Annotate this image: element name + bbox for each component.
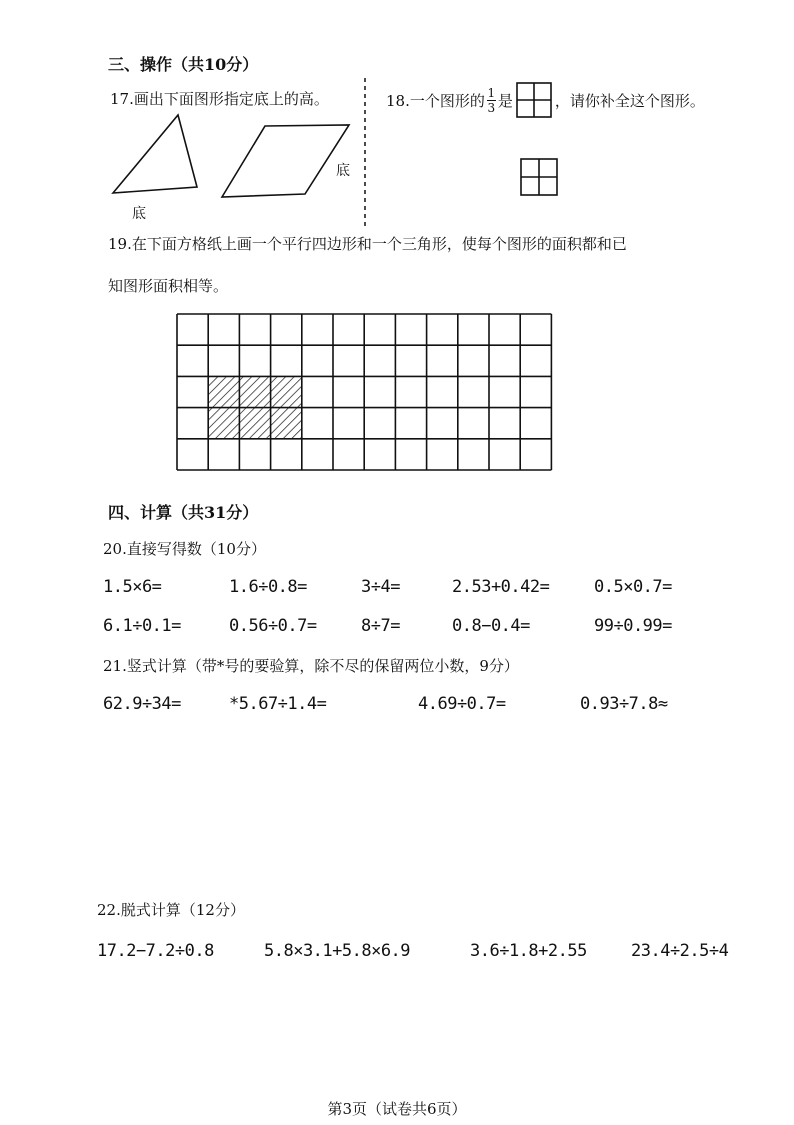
fraction-denominator: 3 — [487, 100, 496, 115]
section-4-title: 四、计算（共31分） — [108, 503, 259, 522]
calc-q21-4: 0.93÷7.8≈ — [580, 694, 668, 714]
calc-q21-2: *5.67÷1.4= — [229, 694, 327, 714]
calc-q22-2: 5.8×3.1+5.8×6.9 — [264, 941, 411, 961]
question-17-text: 17.画出下面图形指定底上的高。 — [110, 90, 329, 108]
calc-q20-r2-3: 8÷7= — [361, 616, 400, 636]
triangle-base-label: 底 — [132, 206, 146, 222]
question-18-middle: 是 — [497, 91, 513, 110]
page-footer: 第3页（试卷共6页） — [327, 1100, 467, 1118]
question-18-suffix: ，请你补全这个图形。 — [554, 91, 705, 110]
calc-q20-r2-1: 6.1÷0.1= — [103, 616, 181, 636]
calc-q22-3: 3.6÷1.8+2.55 — [470, 941, 587, 961]
calc-q20-r1-4: 2.53+0.42= — [452, 577, 550, 597]
question-19-line-2: 知图形面积相等。 — [108, 277, 229, 295]
calc-q20-r1-3: 3÷4= — [361, 577, 400, 597]
calc-q22-4: 23.4÷2.5÷4 — [631, 941, 729, 961]
calc-q21-3: 4.69÷0.7= — [418, 694, 506, 714]
question-22-title: 22.脱式计算（12分） — [97, 901, 245, 919]
question-18-prefix: 18.一个图形的 — [386, 91, 485, 110]
square-grid-paper — [0, 0, 794, 500]
question-20-title: 20.直接写得数（10分） — [103, 540, 266, 558]
calc-q20-r1-5: 0.5×0.7= — [594, 577, 672, 597]
calc-q22-1: 17.2−7.2÷0.8 — [97, 941, 214, 961]
calc-q20-r2-5: 99÷0.99= — [594, 616, 672, 636]
parallelogram-base-label: 底 — [336, 163, 350, 179]
calc-q21-1: 62.9÷34= — [103, 694, 181, 714]
calc-q20-r2-4: 0.8−0.4= — [452, 616, 530, 636]
calc-q20-r2-2: 0.56÷0.7= — [229, 616, 317, 636]
calc-q20-r1-1: 1.5×6= — [103, 577, 162, 597]
fraction-numerator: 1 — [487, 85, 496, 100]
section-3-title: 三、操作（共10分） — [108, 55, 259, 74]
question-19-line-1: 19.在下面方格纸上画一个平行四边形和一个三角形，使每个图形的面积都和已 — [108, 235, 627, 253]
question-21-title: 21.竖式计算（带*号的要验算，除不尽的保留两位小数，9分） — [103, 657, 519, 675]
calc-q20-r1-2: 1.6÷0.8= — [229, 577, 307, 597]
